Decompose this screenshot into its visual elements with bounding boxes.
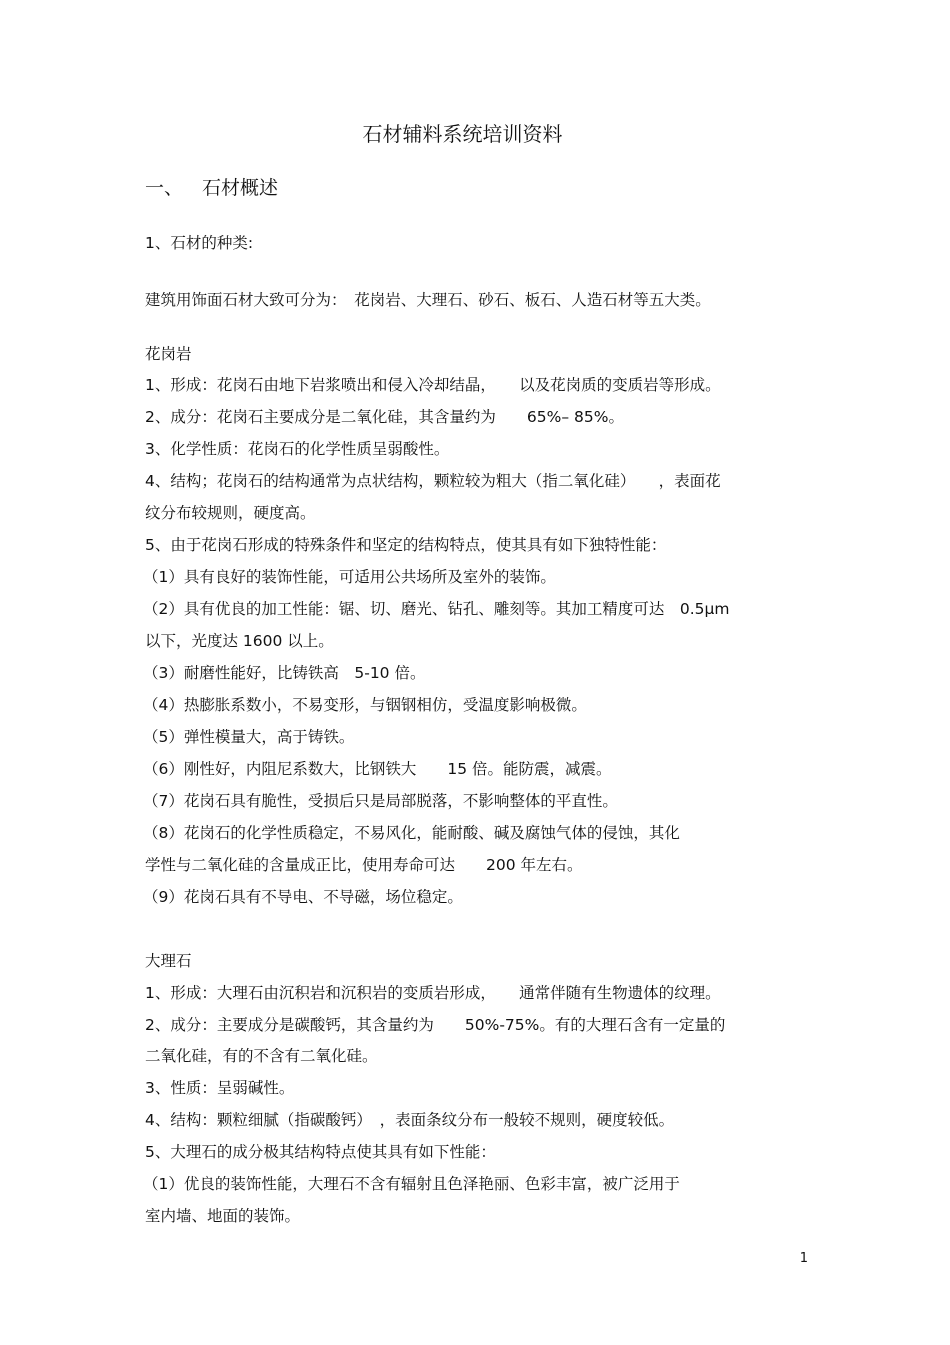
text-line: （5）弹性模量大，高于铸铁。 <box>143 728 355 746</box>
text-line: 4、结构；花岗石的结构通常为点状结构，颗粒较为粗大（指二氧化硅） ，表面花 <box>145 472 721 490</box>
text-line: 4、结构：颗粒细腻（指碳酸钙） ，表面条纹分布一般较不规则，硬度较低。 <box>145 1111 675 1129</box>
subsection-heading: 大理石 <box>145 952 192 970</box>
text-line: 5、大理石的成分极其结构特点使其具有如下性能： <box>145 1143 496 1161</box>
text-line: （2）具有优良的加工性能：锯、切、磨光、钻孔、雕刻等。其加工精度可达 0.5μm <box>143 600 730 618</box>
text-line: 1、形成：大理石由沉积岩和沉积岩的变质岩形成， 通常伴随有生物遗体的纹理。 <box>145 984 721 1002</box>
subsection-heading: 花岗岩 <box>145 345 192 363</box>
text-line: （1）优良的装饰性能，大理石不含有辐射且色泽艳丽、色彩丰富，被广泛用于 <box>143 1175 680 1193</box>
text-line: （1）具有良好的装饰性能，可适用公共场所及室外的装饰。 <box>143 568 556 586</box>
text-line: （4）热膨胀系数小，不易变形，与铟钢相仿，受温度影响极微。 <box>143 696 587 714</box>
text-line: 2、成分：主要成分是碳酸钙，其含量约为 50%-75%。有的大理石含有一定量的 <box>145 1016 726 1034</box>
text-line: 二氧化硅，有的不含有二氧化硅。 <box>145 1047 378 1065</box>
text-line: （3）耐磨性能好，比铸铁高 5-10 倍。 <box>143 664 426 682</box>
document-title: 石材辅料系统培训资料 <box>362 122 563 146</box>
section-heading-text: 石材概述 <box>202 177 279 199</box>
text-line: 以下，光度达 1600 以上。 <box>145 632 334 650</box>
section-heading <box>145 174 278 202</box>
text-line: 3、性质：呈弱碱性。 <box>145 1079 295 1097</box>
text-line: 建筑用饰面石材大致可分为： 花岗岩、大理石、砂石、板石、人造石材等五大类。 <box>145 291 711 309</box>
text-line: 纹分布较规则，硬度高。 <box>145 504 316 522</box>
text-line: （6）刚性好，内阻尼系数大，比钢铁大 15 倍。能防震，减震。 <box>143 760 612 778</box>
text-line: （7）花岗石具有脆性，受损后只是局部脱落，不影响整体的平直性。 <box>143 792 618 810</box>
page-number: 1 <box>799 1251 808 1266</box>
text-line: 2、成分：花岗石主要成分是二氧化硅，其含量约为 65%– 85%。 <box>145 408 624 426</box>
text-line: 学性与二氧化硅的含量成正比，使用寿命可达 200 年左右。 <box>145 856 583 874</box>
text-line: 1、形成：花岗石由地下岩浆喷出和侵入冷却结晶， 以及花岗质的变质岩等形成。 <box>145 376 721 394</box>
section-number: 一、 <box>145 177 184 199</box>
text-line: （9）花岗石具有不导电、不导磁，场位稳定。 <box>143 888 463 906</box>
text-line: 3、化学性质：花岗石的化学性质呈弱酸性。 <box>145 440 450 458</box>
text-line: 1、石材的种类: <box>145 234 254 252</box>
text-line: 5、由于花岗石形成的特殊条件和坚定的结构特点，使其具有如下独特性能： <box>145 536 667 554</box>
text-line: （8）花岗石的化学性质稳定，不易风化，能耐酸、碱及腐蚀气体的侵蚀，其化 <box>143 824 680 842</box>
text-line: 室内墙、地面的装饰。 <box>145 1207 301 1225</box>
